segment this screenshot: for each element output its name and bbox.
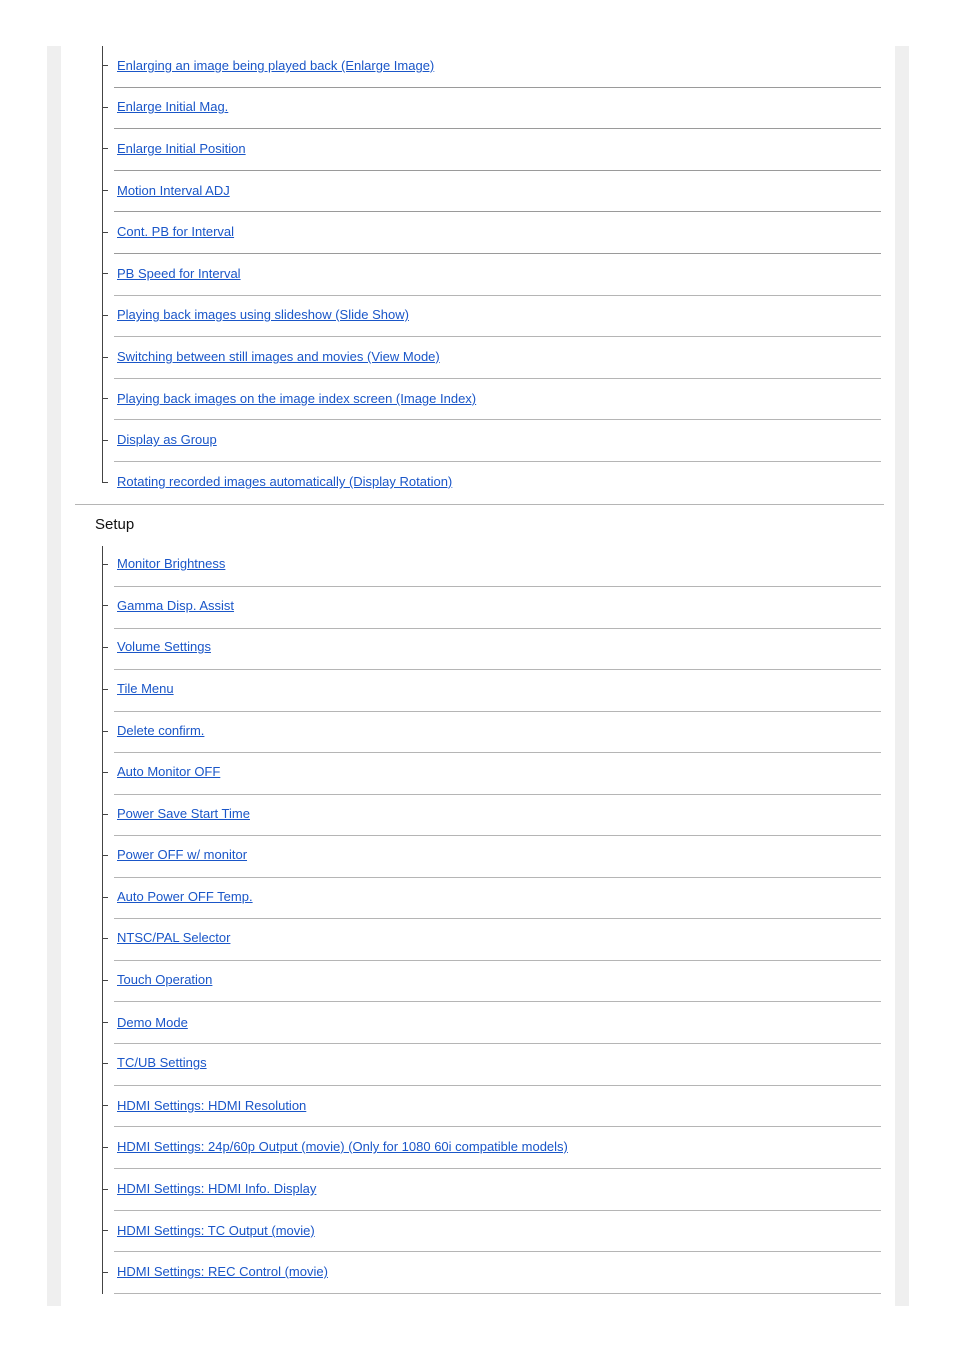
item-separator <box>114 253 881 254</box>
item-separator <box>114 1293 881 1294</box>
link-touch-operation[interactable]: Touch Operation <box>117 972 213 987</box>
link-pb-speed-interval[interactable]: PB Speed for Interval <box>117 266 241 281</box>
tree-tick <box>102 938 108 939</box>
tree-tick <box>102 731 108 732</box>
link-enlarge-initial-position[interactable]: Enlarge Initial Position <box>117 141 246 156</box>
item-separator <box>114 1043 881 1044</box>
item-separator <box>114 211 881 212</box>
tree-connector <box>102 46 103 482</box>
link-monitor-brightness[interactable]: Monitor Brightness <box>117 556 226 571</box>
item-separator <box>114 877 881 878</box>
tree-tick <box>102 1272 108 1273</box>
tree-tick <box>102 647 108 648</box>
link-display-rotation[interactable]: Rotating recorded images automatically (Display Rotation) <box>117 474 453 489</box>
item-separator <box>114 1085 881 1086</box>
item-separator <box>114 918 881 919</box>
link-enlarge-image[interactable]: Enlarging an image being played back (Enlarge Image) <box>117 58 435 73</box>
item-separator <box>114 1210 881 1211</box>
link-motion-interval-adj[interactable]: Motion Interval ADJ <box>117 183 230 198</box>
tree-tick <box>102 190 108 191</box>
tree-tick <box>102 315 108 316</box>
link-view-mode[interactable]: Switching between still images and movies (View Mode) <box>117 349 440 364</box>
tree-tick <box>102 148 108 149</box>
item-separator <box>114 794 881 795</box>
tree-tick <box>102 65 108 66</box>
link-hdmi-info-display[interactable]: HDMI Settings: HDMI Info. Display <box>117 1181 317 1196</box>
item-separator <box>114 336 881 337</box>
link-image-index[interactable]: Playing back images on the image index screen (Image Index) <box>117 391 477 406</box>
tree-tick <box>102 398 108 399</box>
tree-tick <box>102 605 108 606</box>
section-heading-setup: Setup <box>95 516 135 533</box>
link-tile-menu[interactable]: Tile Menu <box>117 681 174 696</box>
item-separator <box>114 711 881 712</box>
item-separator <box>114 87 881 88</box>
item-separator <box>114 1001 881 1002</box>
tree-tick <box>102 980 108 981</box>
link-demo-mode[interactable]: Demo Mode <box>117 1015 188 1030</box>
tree-connector <box>102 546 103 1294</box>
tree-tick <box>102 1063 108 1064</box>
item-separator <box>114 1126 881 1127</box>
link-power-off-w-monitor[interactable]: Power OFF w/ monitor <box>117 847 248 862</box>
tree-tick <box>102 232 108 233</box>
item-separator <box>114 835 881 836</box>
item-separator <box>114 1251 881 1252</box>
item-separator <box>114 461 881 462</box>
tree-tick <box>102 1022 108 1023</box>
item-separator <box>114 378 881 379</box>
tree-tick <box>102 357 108 358</box>
link-tc-ub-settings[interactable]: TC/UB Settings <box>117 1055 207 1070</box>
tree-tick <box>102 440 108 441</box>
tree-tick <box>102 1230 108 1231</box>
item-separator <box>114 419 881 420</box>
tree-tick <box>102 1189 108 1190</box>
link-auto-monitor-off[interactable]: Auto Monitor OFF <box>117 764 221 779</box>
link-display-as-group[interactable]: Display as Group <box>117 432 217 447</box>
tree-tick <box>102 689 108 690</box>
tree-tick <box>102 107 108 108</box>
link-delete-confirm[interactable]: Delete confirm. <box>117 723 205 738</box>
link-hdmi-24p-60p-output[interactable]: HDMI Settings: 24p/60p Output (movie) (Only for 1080 60i compatible models) <box>117 1139 568 1154</box>
item-separator <box>114 628 881 629</box>
item-separator <box>114 669 881 670</box>
item-separator <box>114 960 881 961</box>
item-separator <box>114 586 881 587</box>
link-auto-power-off-temp[interactable]: Auto Power OFF Temp. <box>117 889 253 904</box>
item-separator <box>114 752 881 753</box>
tree-tick <box>102 1147 108 1148</box>
link-gamma-disp-assist[interactable]: Gamma Disp. Assist <box>117 598 235 613</box>
item-separator <box>114 128 881 129</box>
link-enlarge-initial-mag[interactable]: Enlarge Initial Mag. <box>117 99 229 114</box>
link-hdmi-resolution[interactable]: HDMI Settings: HDMI Resolution <box>117 1098 307 1113</box>
link-ntsc-pal-selector[interactable]: NTSC/PAL Selector <box>117 930 231 945</box>
item-separator <box>114 1168 881 1169</box>
tree-tick <box>102 897 108 898</box>
link-cont-pb-interval[interactable]: Cont. PB for Interval <box>117 224 235 239</box>
tree-tick <box>102 814 108 815</box>
link-volume-settings[interactable]: Volume Settings <box>117 639 211 654</box>
link-hdmi-tc-output[interactable]: HDMI Settings: TC Output (movie) <box>117 1223 315 1238</box>
tree-tick <box>102 564 108 565</box>
tree-tick <box>102 1105 108 1106</box>
link-slide-show[interactable]: Playing back images using slideshow (Slide Show) <box>117 307 409 322</box>
section-separator <box>75 504 884 505</box>
tree-tick <box>102 273 108 274</box>
link-hdmi-rec-control[interactable]: HDMI Settings: REC Control (movie) <box>117 1264 328 1279</box>
link-power-save-start-time[interactable]: Power Save Start Time <box>117 806 250 821</box>
item-separator <box>114 295 881 296</box>
tree-tick <box>102 855 108 856</box>
tree-tick <box>102 482 108 483</box>
item-separator <box>114 170 881 171</box>
tree-tick <box>102 772 108 773</box>
